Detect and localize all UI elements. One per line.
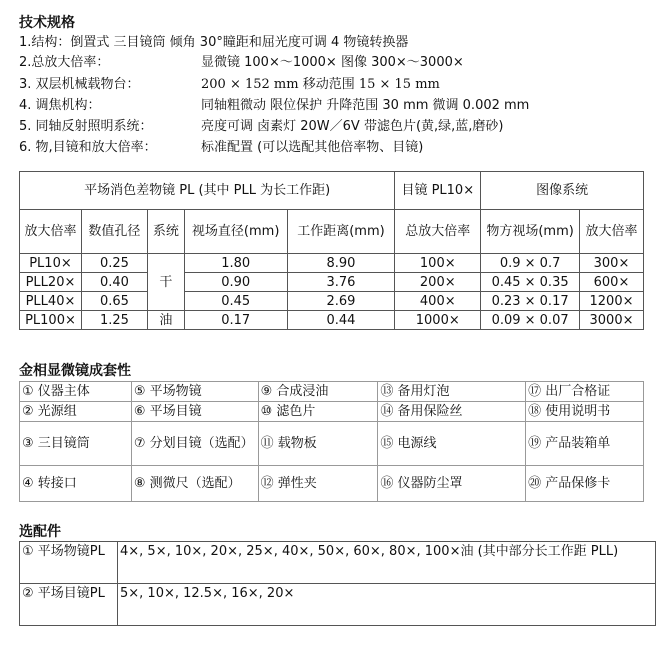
table-cell: 0.09 × 0.07: [481, 311, 580, 330]
options-title: 选配件: [19, 524, 61, 540]
table-cell: 1200×: [580, 292, 644, 311]
spec-line-illumination: [19, 117, 504, 137]
kit-item: ⑱ 使用说明书: [526, 402, 644, 422]
system-dry-cell: 干: [147, 254, 184, 311]
table-row: [20, 273, 644, 292]
system-oil-cell: 油: [147, 311, 184, 330]
table-row: [20, 422, 644, 466]
table-cell: 1.80: [184, 254, 287, 273]
kit-item: ⑯ 仪器防尘罩: [378, 466, 526, 502]
col-header: 工作距离(mm): [287, 210, 395, 254]
kit-item: ⑦ 分划目镜（选配）: [131, 422, 258, 466]
table-cell: 0.23 × 0.17: [481, 292, 580, 311]
kit-item: ② 光源组: [20, 402, 132, 422]
objective-table: [19, 171, 644, 330]
kit-table: [19, 381, 644, 502]
table-cell: 3000×: [580, 311, 644, 330]
table-row: [20, 542, 656, 584]
table-cell: 0.45: [184, 292, 287, 311]
spec-mag-label: 2.总放大倍率：: [19, 55, 110, 70]
kit-item: ⑰ 出厂合格证: [526, 382, 644, 402]
table-cell: 400×: [395, 292, 481, 311]
group-image-header: 图像系统: [481, 172, 644, 210]
kit-item: ⑫ 弹性夹: [258, 466, 378, 502]
kit-item: ⑪ 载物板: [258, 422, 378, 466]
spec-line-structure: [19, 33, 408, 53]
table-row: [20, 402, 644, 422]
col-header: 放大倍率: [580, 210, 644, 254]
table-cell: 0.45 × 0.35: [481, 273, 580, 292]
kit-title: 金相显微镜成套性: [19, 363, 131, 379]
table-cell: PL100×: [20, 311, 82, 330]
kit-item: ⑮ 电源线: [378, 422, 526, 466]
spec-structure-label: 1.结构：倒置式 三目镜筒 倾角 30°瞳距和屈光度可调 4 物镜转换器: [19, 35, 409, 50]
kit-item: ⑤ 平场物镜: [131, 382, 258, 402]
table-cell: 8.90: [287, 254, 395, 273]
table-cell: 300×: [580, 254, 644, 273]
col-header: 数值孔径: [81, 210, 147, 254]
spec-stage-value: 200 × 152 mm 移动范围 15 × 15 mm: [201, 77, 440, 92]
spec-obj-value: 标准配置 (可以选配其他倍率物、目镜): [201, 140, 424, 155]
options-table: [19, 541, 656, 626]
option-name: ② 平场目镜PL: [20, 584, 118, 626]
kit-item: ⑧ 测微尺（选配）: [131, 466, 258, 502]
spec-mag-value: 显微镜 100×～1000× 图像 300×～3000×: [201, 55, 464, 70]
spec-line-focus: [19, 96, 529, 116]
specs-title: 技术规格: [19, 15, 75, 31]
col-header: 系统: [147, 210, 184, 254]
spec-line-stage: [19, 75, 440, 95]
table-cell: 0.25: [81, 254, 147, 273]
kit-item: ④ 转接口: [20, 466, 132, 502]
kit-item: ⑩ 滤色片: [258, 402, 378, 422]
table-cell: PLL20×: [20, 273, 82, 292]
table-cell: PL10×: [20, 254, 82, 273]
spec-illum-value: 亮度可调 卤素灯 20W／6V 带滤色片(黄,绿,蓝,磨砂): [201, 119, 504, 134]
table-cell: 600×: [580, 273, 644, 292]
table-cell: 0.65: [81, 292, 147, 311]
table-cell: 3.76: [287, 273, 395, 292]
spec-focus-value: 同轴粗微动 限位保护 升降范围 30 mm 微调 0.002 mm: [201, 98, 530, 113]
kit-item: ① 仪器主体: [20, 382, 132, 402]
table-row: [20, 466, 644, 502]
table-row: [20, 311, 644, 330]
table-cell: 1.25: [81, 311, 147, 330]
table-cell: 2.69: [287, 292, 395, 311]
col-header: 视场直径(mm): [184, 210, 287, 254]
kit-item: ⑨ 合成浸油: [258, 382, 378, 402]
table-cell: 0.9 × 0.7: [481, 254, 580, 273]
table-cell: PLL40×: [20, 292, 82, 311]
kit-item: ⑳ 产品保修卡: [526, 466, 644, 502]
table-cell: 100×: [395, 254, 481, 273]
col-header: 物方视场(mm): [481, 210, 580, 254]
table-cell: 0.44: [287, 311, 395, 330]
table-cell: 1000×: [395, 311, 481, 330]
kit-item: ⑭ 备用保险丝: [378, 402, 526, 422]
kit-item: ⑬ 备用灯泡: [378, 382, 526, 402]
spec-obj-label: 6. 物,目镜和放大倍率：: [19, 140, 157, 155]
table-cell: 0.17: [184, 311, 287, 330]
spec-focus-label: 4. 调焦机构：: [19, 98, 101, 113]
option-value: 4×, 5×, 10×, 20×, 25×, 40×, 50×, 60×, 80×, 100×油 (其中部分长工作距 PLL): [118, 542, 656, 584]
table-row: [20, 382, 644, 402]
kit-item: ⑥ 平场目镜: [131, 402, 258, 422]
kit-item: ⑲ 产品装箱单: [526, 422, 644, 466]
table-cell: 0.90: [184, 273, 287, 292]
option-value: 5×, 10×, 12.5×, 16×, 20×: [118, 584, 656, 626]
col-header: 总放大倍率: [395, 210, 481, 254]
group-eyepiece-header: 目镜 PL10×: [395, 172, 481, 210]
table-row: [20, 584, 656, 626]
group-objective-header: 平场消色差物镜 PL (其中 PLL 为长工作距): [20, 172, 395, 210]
table-row: [20, 254, 644, 273]
table-cell: 200×: [395, 273, 481, 292]
table-cell: 0.40: [81, 273, 147, 292]
spec-illum-label: 5. 同轴反射照明系统：: [19, 119, 153, 134]
spec-line-objectives: [19, 138, 423, 158]
kit-item: ③ 三目镜筒: [20, 422, 132, 466]
table-row: [20, 292, 644, 311]
option-name: ① 平场物镜PL: [20, 542, 118, 584]
spec-stage-label: 3. 双层机械载物台：: [19, 77, 140, 92]
col-header: 放大倍率: [20, 210, 82, 254]
spec-line-magnification: [19, 53, 464, 73]
